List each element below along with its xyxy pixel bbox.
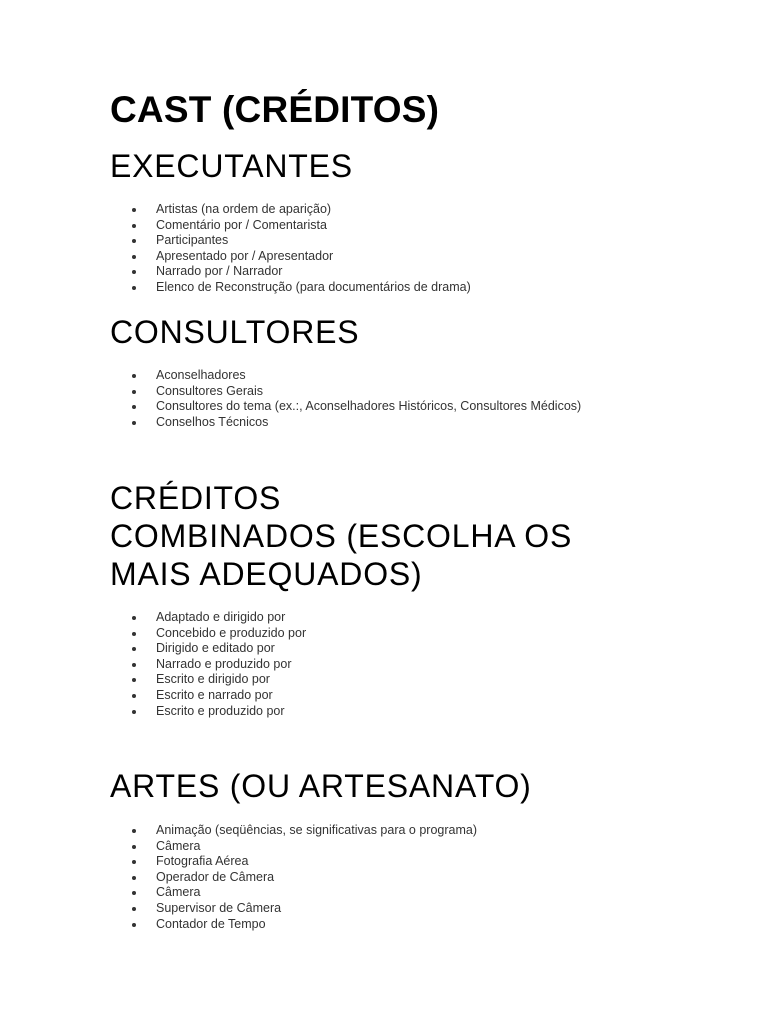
bullet-icon <box>132 845 136 849</box>
bullet-icon <box>132 421 136 425</box>
list-item <box>110 610 306 626</box>
list-item <box>110 626 306 642</box>
list-item-text: Câmera <box>156 885 201 900</box>
list-item-text: Participantes <box>156 233 229 248</box>
list-item <box>110 641 306 657</box>
bullet-icon <box>132 224 136 228</box>
section-heading-consultores <box>110 313 359 351</box>
list-item <box>110 249 471 265</box>
list-item-text: Contador de Tempo <box>156 916 266 931</box>
list-item-text: Narrado e produzido por <box>156 656 292 671</box>
list-item <box>110 823 477 839</box>
bullet-icon <box>132 907 136 911</box>
list-item-text: Escrito e narrado por <box>156 687 273 702</box>
bullet-icon <box>132 270 136 274</box>
bullet-icon <box>132 616 136 620</box>
list-item <box>110 854 477 870</box>
bullet-icon <box>132 255 136 259</box>
list-item-text: Artistas (na ordem de aparição) <box>156 202 332 216</box>
bullet-icon <box>132 678 136 682</box>
section-heading-line: EXECUTANTES <box>110 148 353 184</box>
section-heading-line: MAIS ADEQUADOS) <box>110 556 423 592</box>
bullet-icon <box>132 405 136 409</box>
list-creditos-combinados <box>110 610 306 719</box>
bullet-icon <box>132 374 136 378</box>
list-item-text: Adaptado e dirigido por <box>156 610 286 624</box>
list-item-text: Comentário por / Comentarista <box>156 217 327 232</box>
list-item-text: Supervisor de Câmera <box>156 900 282 915</box>
section-heading-artes <box>110 767 532 805</box>
bullet-icon <box>132 923 136 927</box>
bullet-icon <box>132 286 136 290</box>
bullet-icon <box>132 632 136 636</box>
list-item <box>110 399 581 415</box>
list-item <box>110 657 306 673</box>
bullet-icon <box>132 208 136 212</box>
list-item-text: Apresentado por / Apresentador <box>156 248 334 263</box>
bullet-icon <box>132 891 136 895</box>
list-item <box>110 917 477 933</box>
list-item-text: Aconselhadores <box>156 368 246 382</box>
section-heading-line: CONSULTORES <box>110 314 360 350</box>
list-item <box>110 704 306 720</box>
list-item-text: Concebido e produzido por <box>156 625 307 640</box>
bullet-icon <box>132 876 136 880</box>
list-item <box>110 280 471 296</box>
list-item-text: Narrado por / Narrador <box>156 264 283 279</box>
list-item <box>110 870 477 886</box>
list-item-text: Dirigido e editado por <box>156 641 275 656</box>
list-item-text: Consultores Gerais <box>156 383 263 398</box>
list-item-text: Escrito e produzido por <box>156 703 285 718</box>
list-item-text: Câmera <box>156 838 201 853</box>
list-item-text: Operador de Câmera <box>156 869 275 884</box>
bullet-icon <box>132 647 136 651</box>
section-heading-line: ARTES (OU ARTESANATO) <box>110 768 532 804</box>
bullet-icon <box>132 860 136 864</box>
bullet-icon <box>132 829 136 833</box>
page-title: CAST (CRÉDITOS) <box>110 89 440 130</box>
list-artes <box>110 823 477 932</box>
section-heading-creditos-combinados <box>110 479 572 593</box>
list-item <box>110 384 581 400</box>
list-item <box>110 839 477 855</box>
list-item <box>110 233 471 249</box>
list-executantes <box>110 202 471 296</box>
list-item-text: Elenco de Reconstrução (para documentários de drama) <box>156 279 471 294</box>
list-item <box>110 218 471 234</box>
bullet-icon <box>132 239 136 243</box>
list-item-text: Consultores do tema (ex.:, Aconselhadores Históricos, Consultores Médicos) <box>156 399 582 414</box>
bullet-icon <box>132 663 136 667</box>
bullet-icon <box>132 694 136 698</box>
bullet-icon <box>132 390 136 394</box>
section-heading-executantes <box>110 147 353 185</box>
list-item-text: Animação (seqüências, se significativas para o programa) <box>156 823 477 837</box>
section-heading-line: CRÉDITOS <box>110 480 282 516</box>
list-item <box>110 672 306 688</box>
list-item <box>110 688 306 704</box>
list-item-text: Conselhos Técnicos <box>156 414 269 429</box>
list-item <box>110 885 477 901</box>
section-heading-line: COMBINADOS (ESCOLHA OS <box>110 518 573 554</box>
list-item-text: Escrito e dirigido por <box>156 672 270 687</box>
list-consultores <box>110 368 581 430</box>
list-item-text: Fotografia Aérea <box>156 854 249 869</box>
list-item <box>110 368 581 384</box>
list-item <box>110 901 477 917</box>
bullet-icon <box>132 710 136 714</box>
list-item <box>110 415 581 431</box>
list-item <box>110 202 471 218</box>
list-item <box>110 264 471 280</box>
